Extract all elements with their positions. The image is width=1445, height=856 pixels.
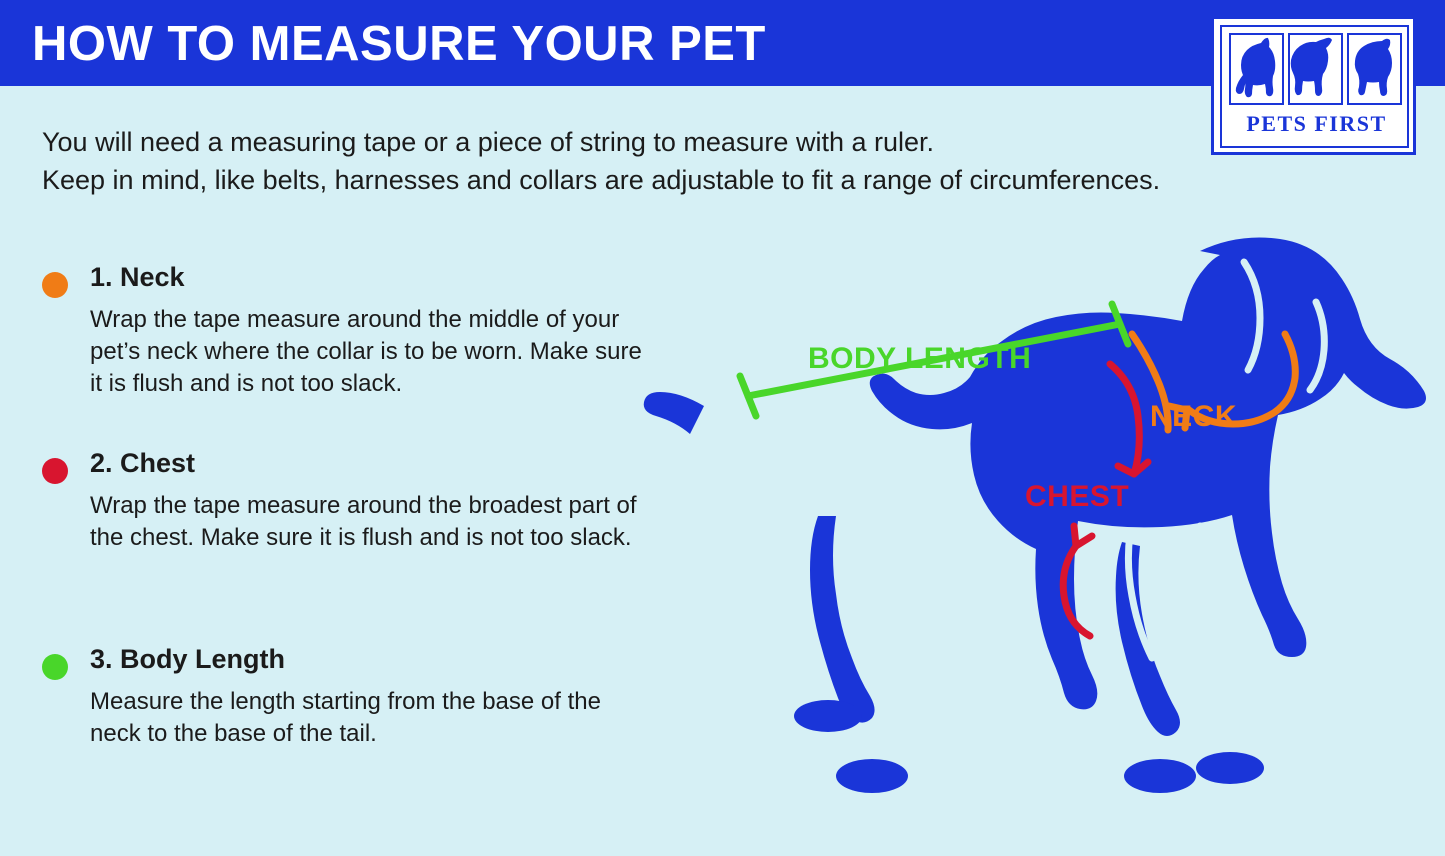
step-1-body: Wrap the tape measure around the middle of your pet’s neck where the collar is to be worn. Make sure it is flush and is not too slack. [90, 306, 642, 397]
intro-text [42, 123, 1202, 199]
label-chest: CHEST [1025, 480, 1130, 513]
step-1-bullet-dot [42, 272, 68, 298]
dog-silhouette [644, 238, 1426, 794]
step-2-title: 2. Chest [90, 448, 196, 478]
howling-dog-icon [1288, 33, 1343, 105]
sitting-dog-icon [1229, 33, 1284, 105]
step-3-bullet-dot [42, 654, 68, 680]
label-body-length: BODY LENGTH [808, 342, 1032, 375]
step-2-bullet-dot [42, 458, 68, 484]
brand-logo [1211, 16, 1416, 155]
step-1-title: 1. Neck [90, 262, 185, 292]
intro-line-2: Keep in mind, like belts, harnesses and collars are adjustable to fit a range of circumferences. [42, 165, 1161, 195]
step-3-body: Measure the length starting from the base of the neck to the base of the tail. [90, 688, 601, 747]
intro-line-1: You will need a measuring tape or a piece of string to measure with a ruler. [42, 127, 935, 157]
step-3-title: 3. Body Length [90, 644, 285, 674]
logo-inner-frame [1220, 25, 1409, 148]
dog-diagram [640, 216, 1430, 846]
page-title: HOW TO MEASURE YOUR PET [32, 17, 766, 71]
brand-name: PETS FIRST [1246, 111, 1387, 136]
label-neck: NECK [1150, 400, 1238, 433]
step-2-body: Wrap the tape measure around the broadest part of the chest. Make sure it is flush and is not too slack. [90, 492, 637, 551]
sitting-dog-side-icon [1347, 33, 1402, 105]
